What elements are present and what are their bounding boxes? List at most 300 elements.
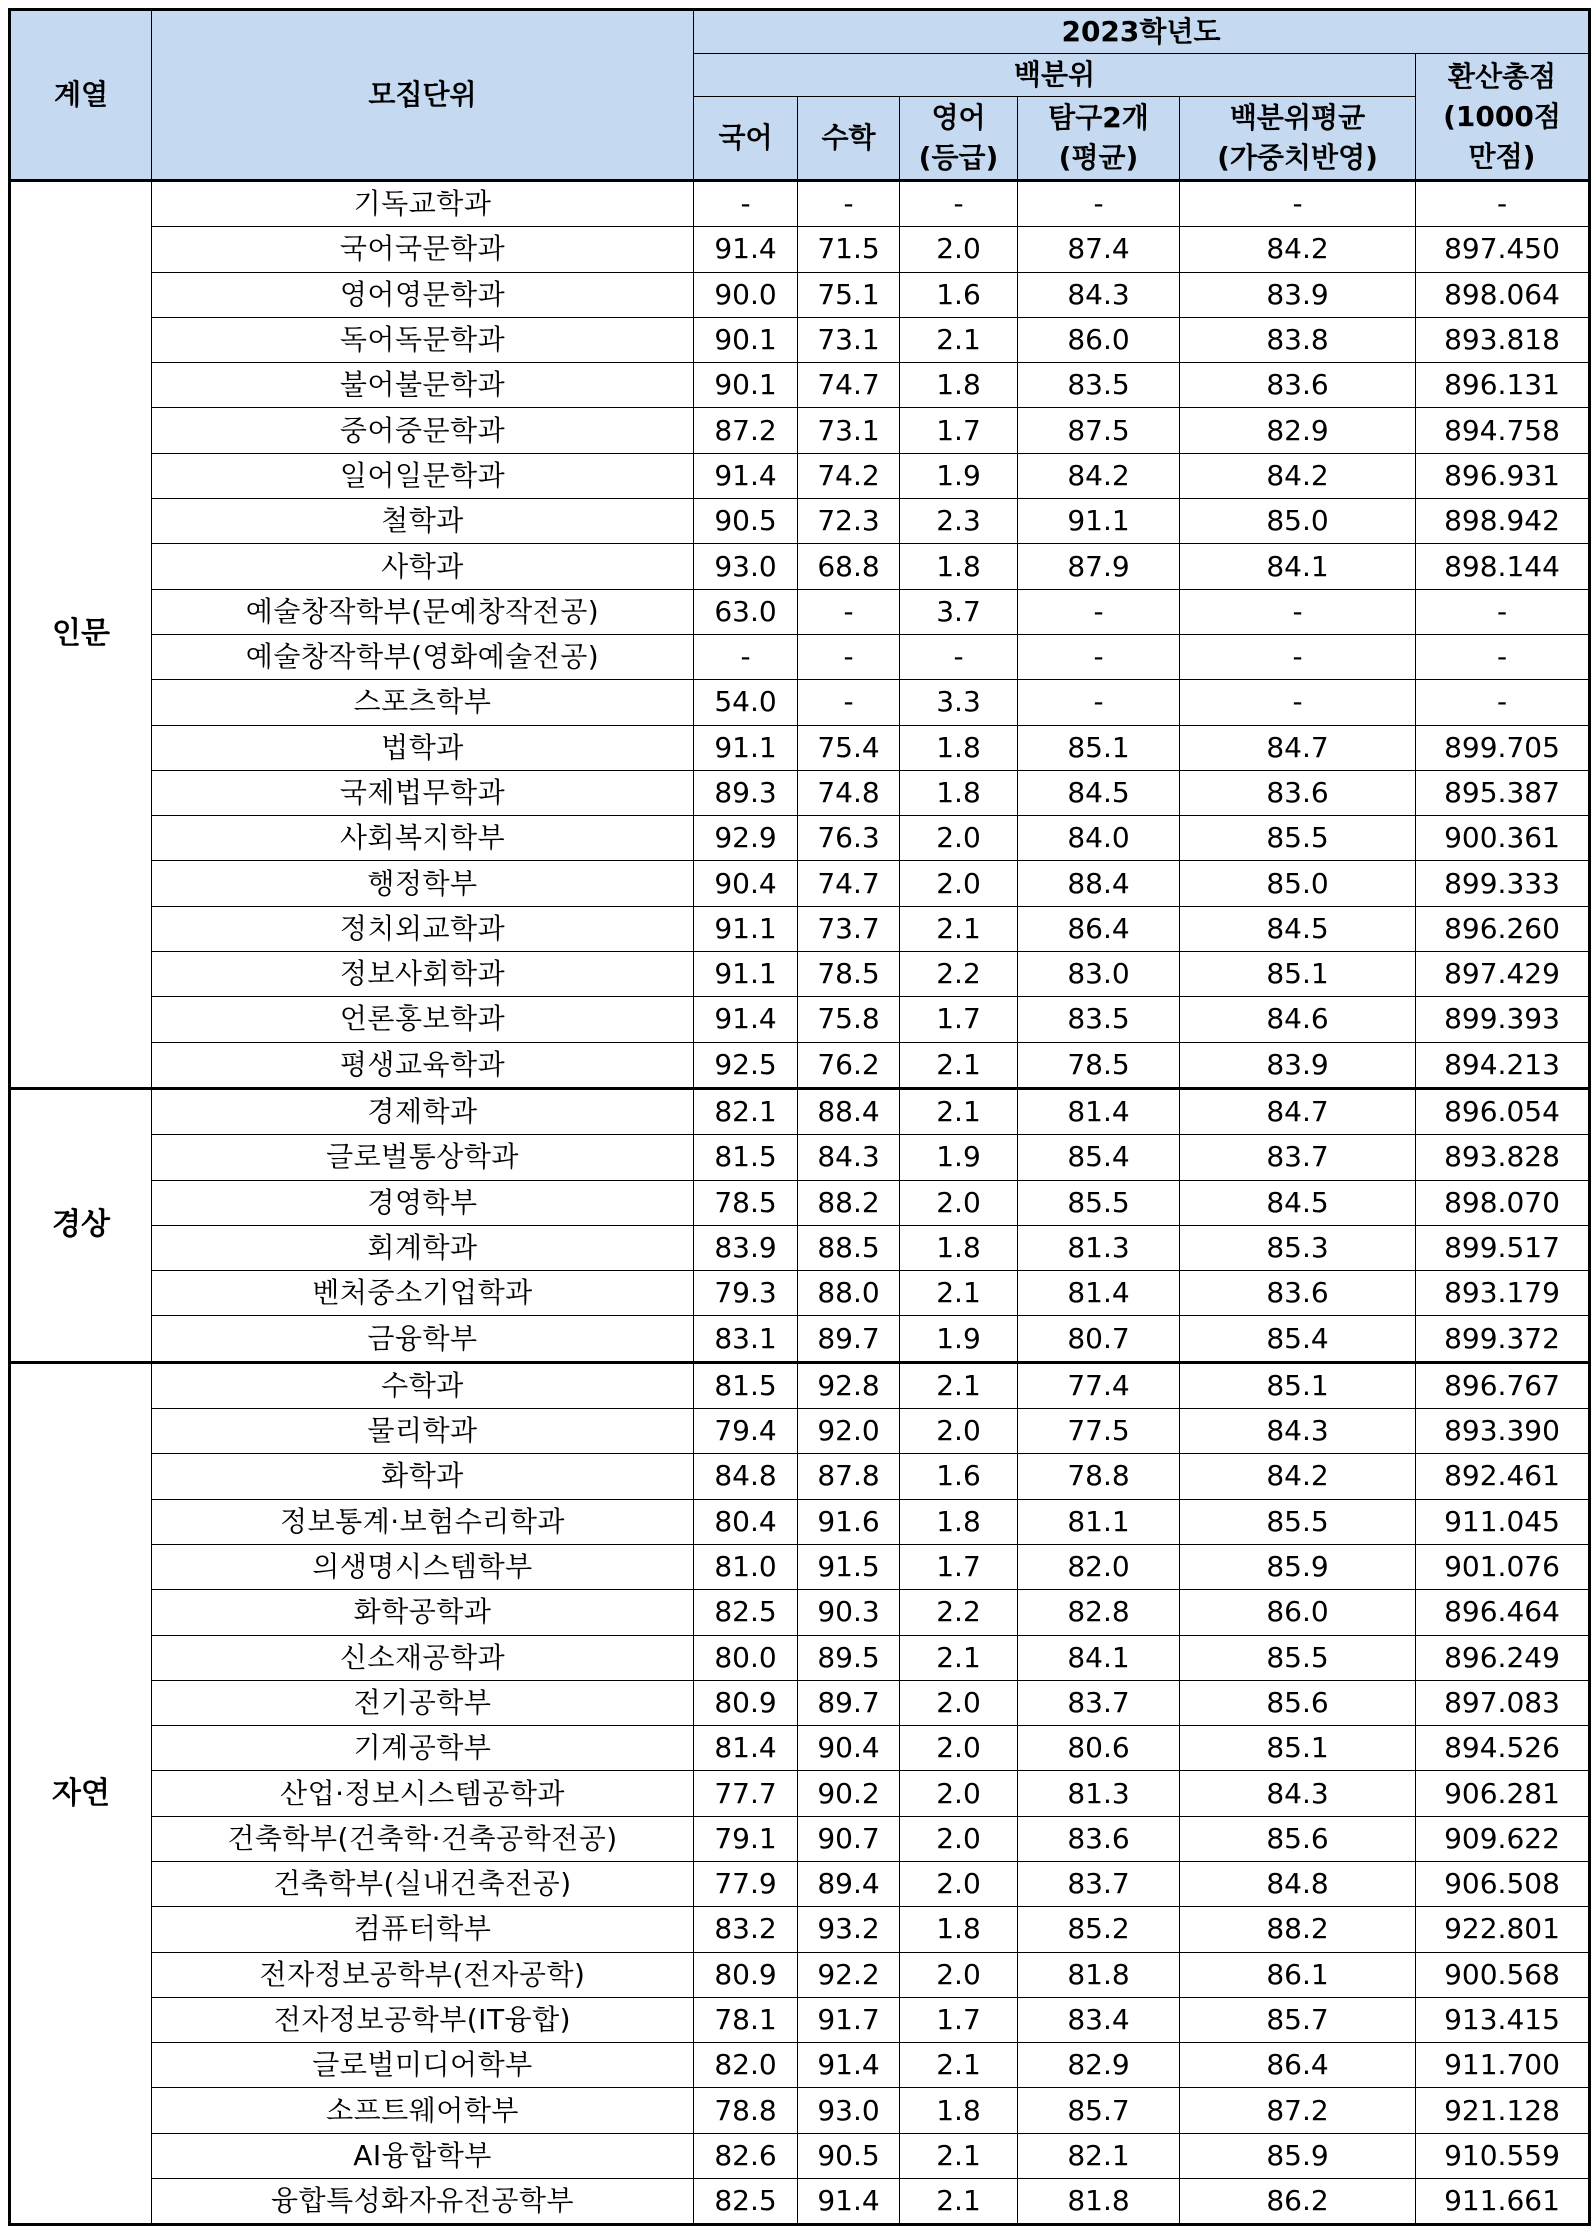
korean-score-cell: 80.9 [694, 1952, 798, 1997]
unit-cell: 사회복지학부 [152, 816, 694, 861]
table-row [10, 1861, 1590, 1906]
weighted-average-cell: - [1180, 634, 1416, 679]
unit-cell: 예술창작학부(문예창작전공) [152, 589, 694, 634]
weighted-average-cell: 86.2 [1180, 2179, 1416, 2225]
weighted-average-cell: 88.2 [1180, 1907, 1416, 1952]
weighted-average-cell: - [1180, 589, 1416, 634]
unit-cell: 건축학부(건축학·건축공학전공) [152, 1816, 694, 1861]
korean-score-cell: 81.4 [694, 1726, 798, 1771]
table-row [10, 1225, 1590, 1270]
table-row [10, 1771, 1590, 1816]
total-score-cell: 906.281 [1416, 1771, 1590, 1816]
total-score-cell: 909.622 [1416, 1816, 1590, 1861]
english-column-header [900, 97, 1018, 181]
english-grade-cell: 2.0 [900, 1180, 1018, 1225]
korean-score-cell: 92.5 [694, 1042, 798, 1088]
math-score-cell: 84.3 [798, 1135, 900, 1180]
korean-score-cell: 80.0 [694, 1635, 798, 1680]
inquiry-score-cell: 86.4 [1018, 906, 1180, 951]
weighted-average-cell: 84.1 [1180, 544, 1416, 589]
inquiry-score-cell: 83.5 [1018, 363, 1180, 408]
english-header-line: 영어 [931, 101, 986, 134]
total-score-cell: 894.758 [1416, 408, 1590, 453]
korean-score-cell: 89.3 [694, 770, 798, 815]
english-grade-cell: 1.8 [900, 1225, 1018, 1270]
korean-score-cell: 82.5 [694, 1590, 798, 1635]
korean-score-cell: 91.4 [694, 453, 798, 498]
korean-score-cell: 81.5 [694, 1362, 798, 1408]
admission-score-table [8, 8, 1591, 2226]
korean-score-cell: 84.8 [694, 1454, 798, 1499]
korean-score-cell: 79.4 [694, 1409, 798, 1454]
weighted-average-cell: 86.1 [1180, 1952, 1416, 1997]
unit-cell: 화학공학과 [152, 1590, 694, 1635]
english-grade-cell: 3.3 [900, 680, 1018, 725]
unit-cell: 컴퓨터학부 [152, 1907, 694, 1952]
korean-score-cell: 87.2 [694, 408, 798, 453]
math-score-cell: 91.5 [798, 1544, 900, 1589]
inquiry-column-header [1018, 97, 1180, 181]
unit-cell: 물리학과 [152, 1409, 694, 1454]
unit-cell: 기계공학부 [152, 1726, 694, 1771]
total-score-cell: 913.415 [1416, 1997, 1590, 2042]
table-row [10, 1544, 1590, 1589]
table-row [10, 363, 1590, 408]
table-row [10, 1316, 1590, 1362]
korean-score-cell: 91.1 [694, 725, 798, 770]
table-row [10, 1816, 1590, 1861]
korean-score-cell: 91.1 [694, 952, 798, 997]
math-score-cell: 89.4 [798, 1861, 900, 1906]
korean-score-cell: 63.0 [694, 589, 798, 634]
table-row [10, 1454, 1590, 1499]
korean-score-cell: 54.0 [694, 680, 798, 725]
total-score-cell: 896.464 [1416, 1590, 1590, 1635]
table-row [10, 861, 1590, 906]
weighted-average-cell: 86.4 [1180, 2043, 1416, 2088]
table-row [10, 725, 1590, 770]
english-grade-cell: 2.1 [900, 1271, 1018, 1316]
weighted-average-cell: 82.9 [1180, 408, 1416, 453]
total-score-cell: 899.333 [1416, 861, 1590, 906]
math-score-cell: 90.3 [798, 1590, 900, 1635]
unit-cell: 글로벌통상학과 [152, 1135, 694, 1180]
inquiry-score-cell: 84.1 [1018, 1635, 1180, 1680]
korean-score-cell: 78.5 [694, 1180, 798, 1225]
total-score-cell: 911.700 [1416, 2043, 1590, 2088]
math-header-line: 수학 [821, 121, 876, 154]
math-score-cell: 88.5 [798, 1225, 900, 1270]
table-row [10, 453, 1590, 498]
table-row [10, 2043, 1590, 2088]
english-header-line: (등급) [918, 141, 999, 174]
table-row [10, 816, 1590, 861]
korean-score-cell: 90.4 [694, 861, 798, 906]
table-row [10, 408, 1590, 453]
inquiry-score-cell: 81.4 [1018, 1088, 1180, 1134]
total-score-header-line: 만점) [1468, 139, 1536, 173]
table-row [10, 997, 1590, 1042]
inquiry-score-cell: 82.0 [1018, 1544, 1180, 1589]
math-score-cell: 73.7 [798, 906, 900, 951]
total-score-cell: 892.461 [1416, 1454, 1590, 1499]
weighted-average-cell: 84.2 [1180, 453, 1416, 498]
english-grade-cell: 2.0 [900, 1771, 1018, 1816]
total-score-cell: - [1416, 680, 1590, 725]
english-grade-cell: 2.0 [900, 1816, 1018, 1861]
table-row [10, 770, 1590, 815]
total-score-cell: 898.064 [1416, 272, 1590, 317]
table-row [10, 2179, 1590, 2225]
total-score-cell: 910.559 [1416, 2133, 1590, 2178]
total-score-cell: 900.361 [1416, 816, 1590, 861]
unit-cell: 전자정보공학부(전자공학) [152, 1952, 694, 1997]
table-row [10, 680, 1590, 725]
unit-cell: 기독교학과 [152, 181, 694, 227]
math-score-cell: 88.4 [798, 1088, 900, 1134]
unit-cell: AI융합학부 [152, 2133, 694, 2178]
weighted-average-cell: 83.8 [1180, 317, 1416, 362]
total-score-header [1416, 54, 1590, 181]
korean-score-cell: 81.0 [694, 1544, 798, 1589]
korean-score-cell: 91.4 [694, 227, 798, 272]
total-score-cell: 897.083 [1416, 1680, 1590, 1725]
inquiry-score-cell: 77.5 [1018, 1409, 1180, 1454]
total-score-cell: 911.045 [1416, 1499, 1590, 1544]
unit-cell: 화학과 [152, 1454, 694, 1499]
inquiry-score-cell: 87.4 [1018, 227, 1180, 272]
korean-score-cell: 82.6 [694, 2133, 798, 2178]
korean-score-cell: - [694, 181, 798, 227]
korean-score-cell: 91.4 [694, 997, 798, 1042]
total-score-cell: 893.179 [1416, 1271, 1590, 1316]
inquiry-score-cell: 81.4 [1018, 1271, 1180, 1316]
korean-score-cell: 77.9 [694, 1861, 798, 1906]
unit-column-header: 모집단위 [152, 10, 694, 181]
english-grade-cell: - [900, 181, 1018, 227]
total-score-cell: - [1416, 181, 1590, 227]
inquiry-score-cell: 84.2 [1018, 453, 1180, 498]
korean-score-cell: 82.0 [694, 2043, 798, 2088]
english-grade-cell: 2.1 [900, 1088, 1018, 1134]
unit-cell: 법학과 [152, 725, 694, 770]
math-score-cell: 92.8 [798, 1362, 900, 1408]
korean-score-cell: 83.9 [694, 1225, 798, 1270]
weighted-average-cell: 83.6 [1180, 770, 1416, 815]
table-row [10, 181, 1590, 227]
english-grade-cell: 1.7 [900, 997, 1018, 1042]
weighted-average-cell: 83.7 [1180, 1135, 1416, 1180]
table-row [10, 1271, 1590, 1316]
unit-cell: 사학과 [152, 544, 694, 589]
math-score-cell: 75.1 [798, 272, 900, 317]
inquiry-score-cell: 78.5 [1018, 1042, 1180, 1088]
english-grade-cell: 2.1 [900, 2043, 1018, 2088]
math-score-cell: 74.2 [798, 453, 900, 498]
english-grade-cell: 1.8 [900, 363, 1018, 408]
korean-column-header [694, 97, 798, 181]
weighted-average-cell: 84.8 [1180, 1861, 1416, 1906]
inquiry-score-cell: 86.0 [1018, 317, 1180, 362]
math-score-cell: 93.0 [798, 2088, 900, 2133]
korean-score-cell: 90.1 [694, 317, 798, 362]
weighted-average-cell: 85.9 [1180, 2133, 1416, 2178]
table-row [10, 634, 1590, 679]
korean-score-cell: 82.1 [694, 1088, 798, 1134]
english-grade-cell: 1.6 [900, 1454, 1018, 1499]
korean-score-cell: 81.5 [694, 1135, 798, 1180]
unit-cell: 중어중문학과 [152, 408, 694, 453]
unit-cell: 회계학과 [152, 1225, 694, 1270]
math-score-cell: 74.7 [798, 363, 900, 408]
math-score-cell: 68.8 [798, 544, 900, 589]
korean-score-cell: 92.9 [694, 816, 798, 861]
english-grade-cell: 2.1 [900, 1042, 1018, 1088]
english-grade-cell: 2.1 [900, 1635, 1018, 1680]
inquiry-score-cell: 82.1 [1018, 2133, 1180, 2178]
english-grade-cell: 1.7 [900, 1997, 1018, 2042]
weighted-average-cell: 85.6 [1180, 1680, 1416, 1725]
inquiry-score-cell: 85.5 [1018, 1180, 1180, 1225]
math-score-cell: 91.7 [798, 1997, 900, 2042]
math-score-cell: 76.3 [798, 816, 900, 861]
table-row [10, 2088, 1590, 2133]
total-score-cell: 898.144 [1416, 544, 1590, 589]
unit-cell: 금융학부 [152, 1316, 694, 1362]
unit-cell: 평생교육학과 [152, 1042, 694, 1088]
math-score-cell: 89.7 [798, 1316, 900, 1362]
math-score-cell: 92.0 [798, 1409, 900, 1454]
total-score-cell: 899.517 [1416, 1225, 1590, 1270]
math-score-cell: 73.1 [798, 317, 900, 362]
english-grade-cell: 1.8 [900, 544, 1018, 589]
korean-score-cell: 90.0 [694, 272, 798, 317]
weighted-average-cell: 85.5 [1180, 1635, 1416, 1680]
percentile-header: 백분위 [694, 54, 1416, 97]
math-score-cell: - [798, 589, 900, 634]
inquiry-score-cell: 82.9 [1018, 2043, 1180, 2088]
group-name-cell: 자연 [10, 1362, 152, 2225]
weighted-average-cell: 85.5 [1180, 816, 1416, 861]
table-row [10, 1952, 1590, 1997]
math-score-cell: 74.7 [798, 861, 900, 906]
math-score-cell: 90.4 [798, 1726, 900, 1771]
group-column-header: 계열 [10, 10, 152, 181]
english-grade-cell: 2.2 [900, 1590, 1018, 1635]
inquiry-score-cell: 77.4 [1018, 1362, 1180, 1408]
table-row [10, 499, 1590, 544]
table-row [10, 1135, 1590, 1180]
unit-cell: 소프트웨어학부 [152, 2088, 694, 2133]
weighted-average-cell: 85.3 [1180, 1225, 1416, 1270]
unit-cell: 산업·정보시스템공학과 [152, 1771, 694, 1816]
unit-cell: 경영학부 [152, 1180, 694, 1225]
inquiry-score-cell: - [1018, 181, 1180, 227]
math-score-cell: 89.5 [798, 1635, 900, 1680]
unit-cell: 융합특성화자유전공학부 [152, 2179, 694, 2225]
table-row [10, 272, 1590, 317]
weighted-average-cell: 85.0 [1180, 861, 1416, 906]
total-score-cell: 896.767 [1416, 1362, 1590, 1408]
inquiry-score-cell: 83.5 [1018, 997, 1180, 1042]
english-grade-cell: 1.7 [900, 408, 1018, 453]
inquiry-score-cell: 87.9 [1018, 544, 1180, 589]
math-score-cell: 92.2 [798, 1952, 900, 1997]
unit-cell: 예술창작학부(영화예술전공) [152, 634, 694, 679]
unit-cell: 정보통계·보험수리학과 [152, 1499, 694, 1544]
math-column-header [798, 97, 900, 181]
weighted-average-cell: 85.5 [1180, 1499, 1416, 1544]
english-grade-cell: 2.2 [900, 952, 1018, 997]
table-row [10, 544, 1590, 589]
unit-cell: 행정학부 [152, 861, 694, 906]
table-row [10, 1680, 1590, 1725]
english-grade-cell: 2.1 [900, 2133, 1018, 2178]
english-grade-cell: 1.8 [900, 1907, 1018, 1952]
unit-cell: 국제법무학과 [152, 770, 694, 815]
english-grade-cell: 2.1 [900, 1362, 1018, 1408]
inquiry-score-cell: 84.5 [1018, 770, 1180, 815]
unit-cell: 언론홍보학과 [152, 997, 694, 1042]
table-row [10, 1635, 1590, 1680]
weighted-average-cell: 84.2 [1180, 1454, 1416, 1499]
table-body [10, 181, 1590, 2225]
unit-cell: 전기공학부 [152, 1680, 694, 1725]
inquiry-header-line: (평균) [1058, 141, 1139, 174]
math-score-cell: 91.4 [798, 2043, 900, 2088]
total-score-cell: 893.828 [1416, 1135, 1590, 1180]
unit-cell: 국어국문학과 [152, 227, 694, 272]
total-score-cell: 897.450 [1416, 227, 1590, 272]
total-score-cell: 899.393 [1416, 997, 1590, 1042]
total-score-header-line: 환산총점 [1447, 59, 1557, 93]
unit-cell: 벤처중소기업학과 [152, 1271, 694, 1316]
math-score-cell: 73.1 [798, 408, 900, 453]
total-score-cell: 897.429 [1416, 952, 1590, 997]
total-score-cell: 896.249 [1416, 1635, 1590, 1680]
korean-score-cell: 77.7 [694, 1771, 798, 1816]
weighted-average-cell: - [1180, 680, 1416, 725]
inquiry-score-cell: 88.4 [1018, 861, 1180, 906]
korean-score-cell: 79.1 [694, 1816, 798, 1861]
table-row [10, 1088, 1590, 1134]
total-score-cell: 900.568 [1416, 1952, 1590, 1997]
inquiry-score-cell: 85.1 [1018, 725, 1180, 770]
inquiry-score-cell: 78.8 [1018, 1454, 1180, 1499]
table-row [10, 906, 1590, 951]
korean-score-cell: 82.5 [694, 2179, 798, 2225]
math-score-cell: 72.3 [798, 499, 900, 544]
math-score-cell: 78.5 [798, 952, 900, 997]
math-score-cell: 71.5 [798, 227, 900, 272]
weighted-average-header-line: (가중치반영) [1217, 141, 1378, 174]
inquiry-score-cell: 83.7 [1018, 1680, 1180, 1725]
table-row [10, 1042, 1590, 1088]
weighted-average-cell: 85.4 [1180, 1316, 1416, 1362]
inquiry-score-cell: 83.7 [1018, 1861, 1180, 1906]
total-score-cell: 895.387 [1416, 770, 1590, 815]
math-score-cell: - [798, 634, 900, 679]
total-score-cell: 899.705 [1416, 725, 1590, 770]
math-score-cell: 91.6 [798, 1499, 900, 1544]
inquiry-score-cell: 81.3 [1018, 1771, 1180, 1816]
inquiry-score-cell: 82.8 [1018, 1590, 1180, 1635]
total-score-cell: 898.942 [1416, 499, 1590, 544]
english-grade-cell: - [900, 634, 1018, 679]
table-row [10, 1362, 1590, 1408]
korean-score-cell: - [694, 634, 798, 679]
math-score-cell: 76.2 [798, 1042, 900, 1088]
table-row [10, 952, 1590, 997]
total-score-cell: - [1416, 589, 1590, 634]
korean-score-cell: 83.2 [694, 1907, 798, 1952]
weighted-average-cell: 84.7 [1180, 725, 1416, 770]
english-grade-cell: 1.9 [900, 1316, 1018, 1362]
inquiry-header-line: 탐구2개 [1048, 101, 1149, 134]
inquiry-score-cell: 81.8 [1018, 2179, 1180, 2225]
total-score-cell: 906.508 [1416, 1861, 1590, 1906]
table-row [10, 1590, 1590, 1635]
math-score-cell: 88.2 [798, 1180, 900, 1225]
total-score-cell: 898.070 [1416, 1180, 1590, 1225]
math-score-cell: 75.8 [798, 997, 900, 1042]
group-name-cell: 인문 [10, 181, 152, 1089]
inquiry-score-cell: 83.4 [1018, 1997, 1180, 2042]
inquiry-score-cell: 84.3 [1018, 272, 1180, 317]
inquiry-score-cell: 87.5 [1018, 408, 1180, 453]
korean-score-cell: 79.3 [694, 1271, 798, 1316]
english-grade-cell: 2.0 [900, 1861, 1018, 1906]
weighted-average-cell: 83.6 [1180, 1271, 1416, 1316]
weighted-average-cell: - [1180, 181, 1416, 227]
weighted-average-cell: 85.1 [1180, 952, 1416, 997]
total-score-cell: 893.818 [1416, 317, 1590, 362]
math-score-cell: 90.5 [798, 2133, 900, 2178]
english-grade-cell: 2.0 [900, 227, 1018, 272]
weighted-average-cell: 85.0 [1180, 499, 1416, 544]
total-score-cell: 896.931 [1416, 453, 1590, 498]
total-score-cell: 894.213 [1416, 1042, 1590, 1088]
year-header: 2023학년도 [694, 10, 1590, 54]
math-score-cell: 87.8 [798, 1454, 900, 1499]
math-score-cell: 93.2 [798, 1907, 900, 1952]
unit-cell: 글로벌미디어학부 [152, 2043, 694, 2088]
total-score-cell: 901.076 [1416, 1544, 1590, 1589]
weighted-average-cell: 85.1 [1180, 1726, 1416, 1771]
inquiry-score-cell: 84.0 [1018, 816, 1180, 861]
english-grade-cell: 2.0 [900, 1952, 1018, 1997]
inquiry-score-cell: 80.7 [1018, 1316, 1180, 1362]
english-grade-cell: 1.8 [900, 770, 1018, 815]
inquiry-score-cell: 81.3 [1018, 1225, 1180, 1270]
unit-cell: 전자정보공학부(IT융합) [152, 1997, 694, 2042]
weighted-average-cell: 85.1 [1180, 1362, 1416, 1408]
unit-cell: 스포츠학부 [152, 680, 694, 725]
total-score-cell: - [1416, 634, 1590, 679]
english-grade-cell: 2.3 [900, 499, 1018, 544]
math-score-cell: 89.7 [798, 1680, 900, 1725]
math-score-cell: - [798, 680, 900, 725]
math-score-cell: 74.8 [798, 770, 900, 815]
weighted-average-cell: 83.9 [1180, 272, 1416, 317]
english-grade-cell: 1.7 [900, 1544, 1018, 1589]
total-score-cell: 899.372 [1416, 1316, 1590, 1362]
english-grade-cell: 2.1 [900, 906, 1018, 951]
inquiry-score-cell: 91.1 [1018, 499, 1180, 544]
english-grade-cell: 1.8 [900, 725, 1018, 770]
table-row [10, 1499, 1590, 1544]
inquiry-score-cell: 85.2 [1018, 1907, 1180, 1952]
